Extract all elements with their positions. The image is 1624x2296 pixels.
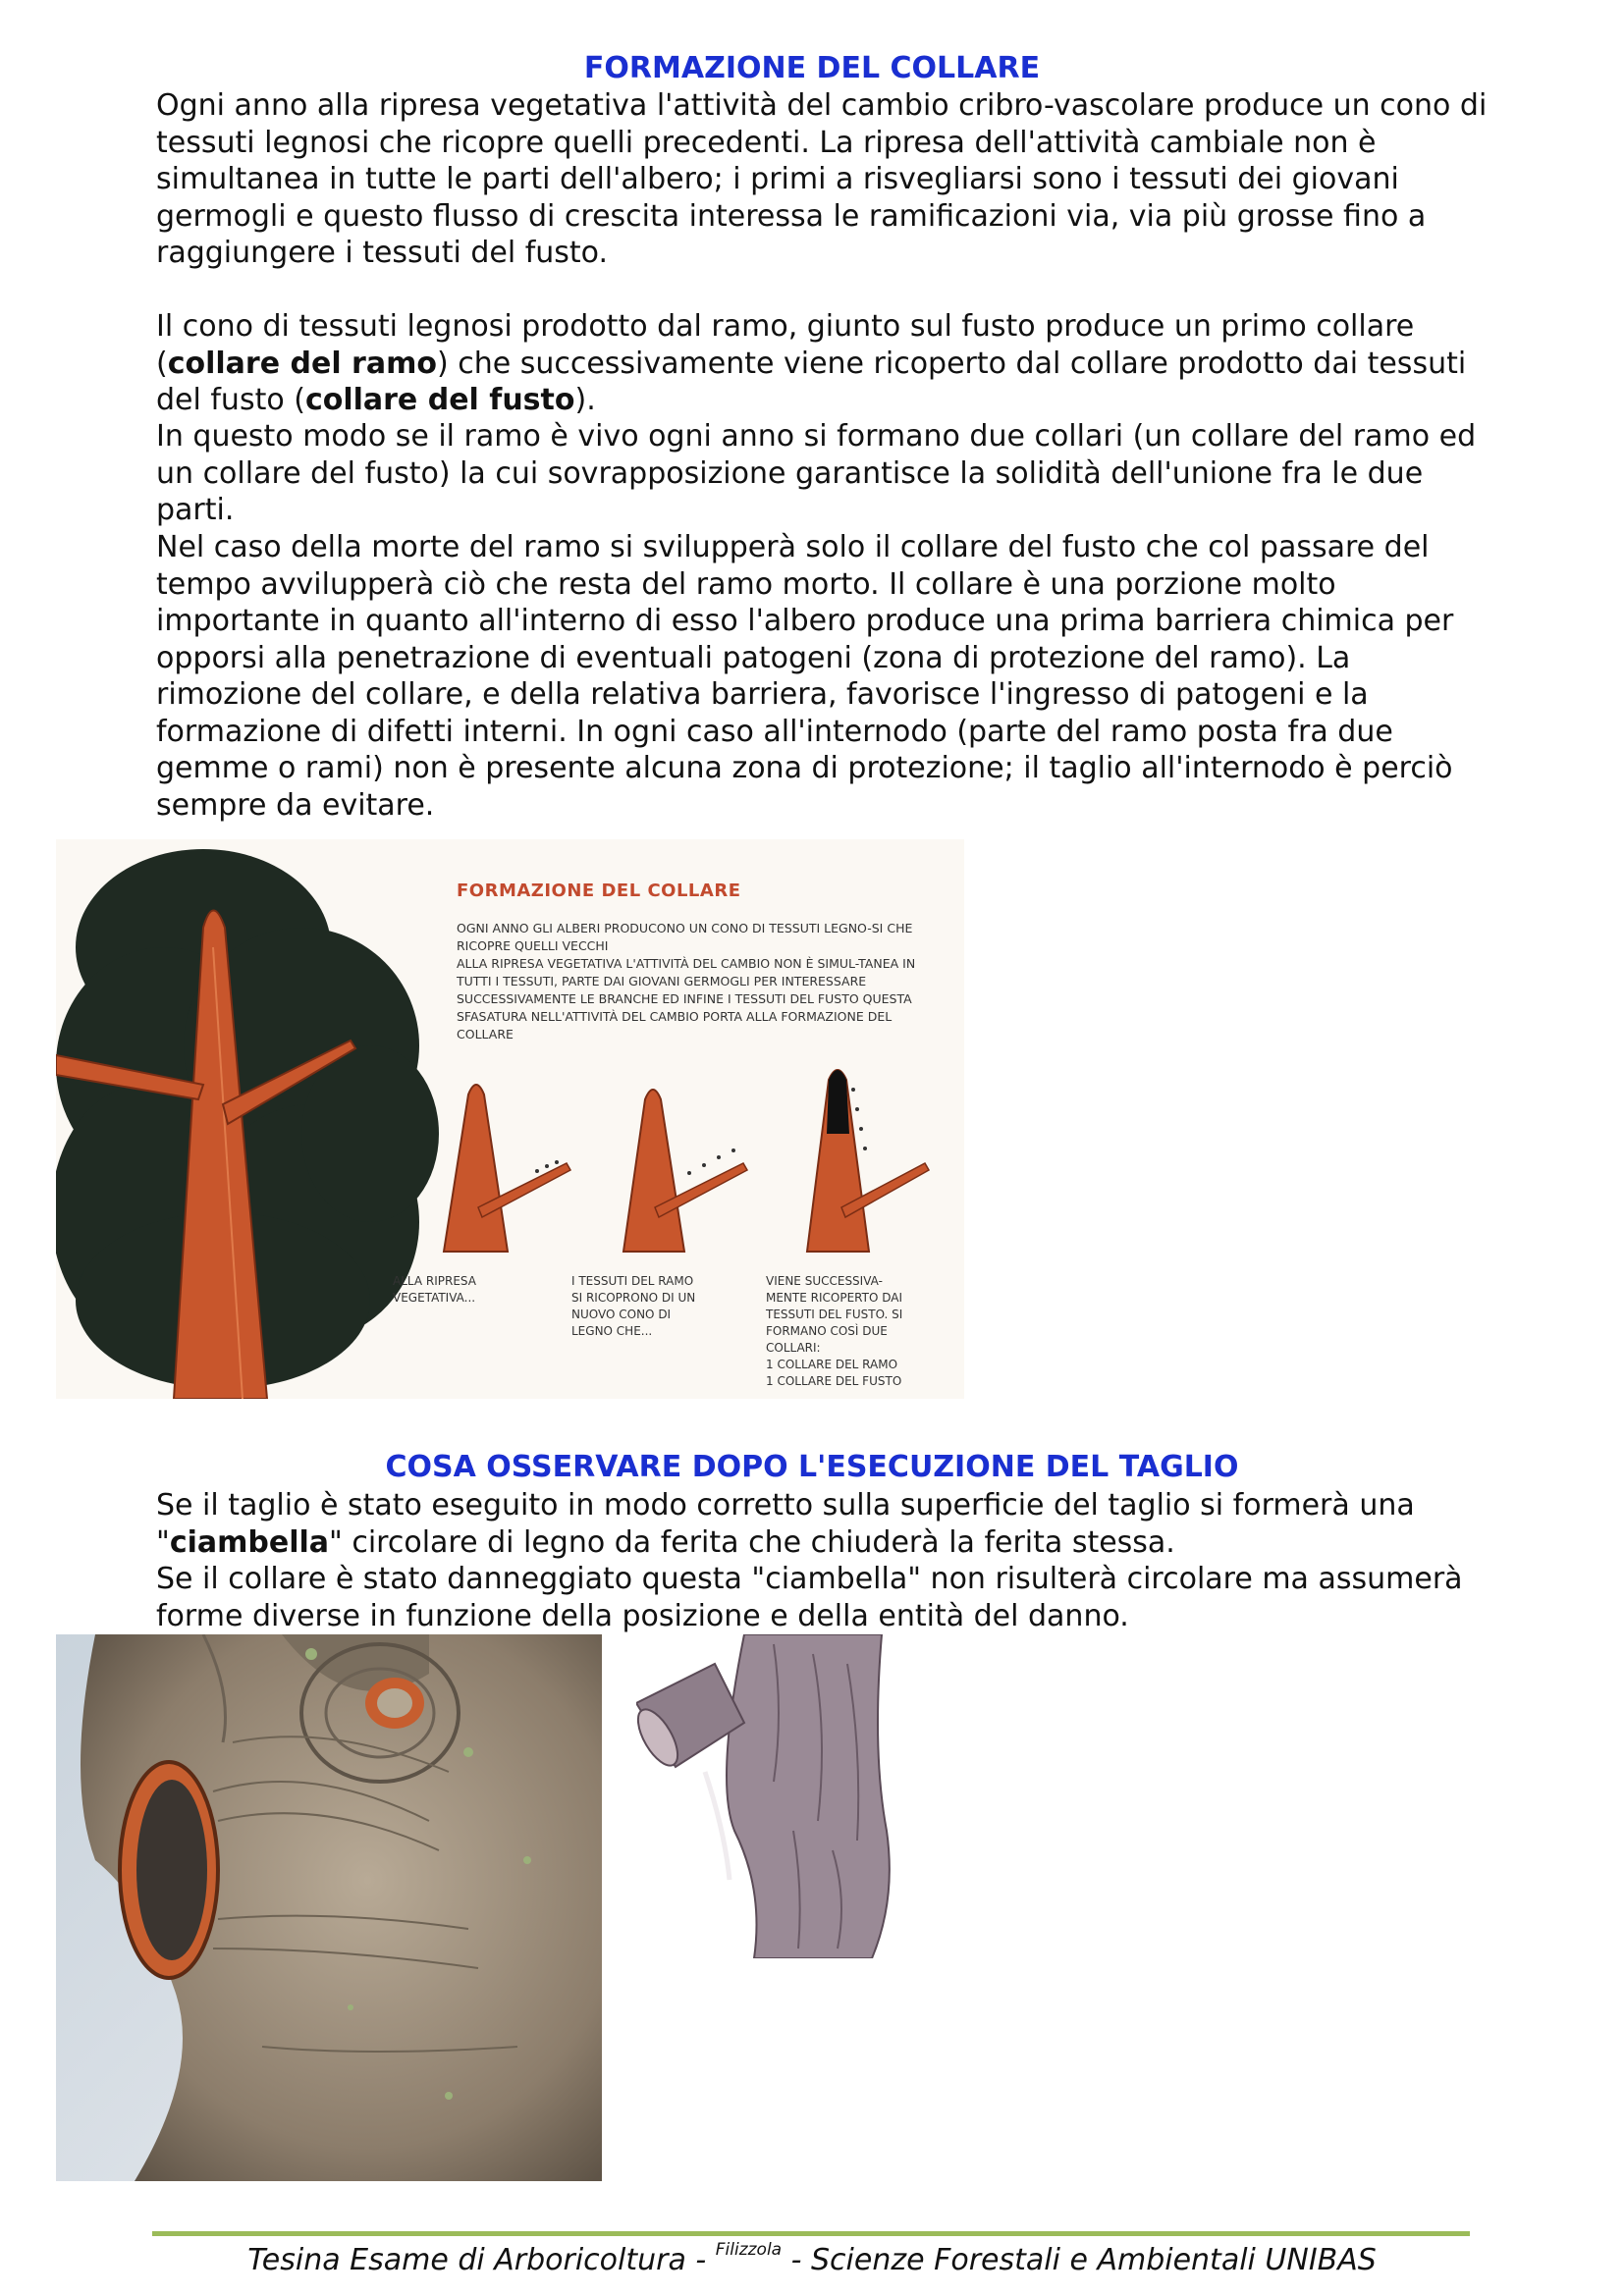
- paragraph-taglio-corretto: [156, 1487, 1491, 1561]
- trunk-drawing: [636, 1634, 904, 1958]
- figure-formazione-collare: [56, 839, 964, 1399]
- bold-term-collare-fusto: collare del fusto: [304, 383, 575, 417]
- paragraph-collare-danneggiato: Se il collare è stato danneggiato questa "ciambella" non risulterà circolare ma assumerà forme diverse in funzione della posizione e della entità del danno.: [156, 1562, 1473, 1633]
- text-run: Il cono di tessuti legnosi prodotto dal ramo, giunto sul fusto produce un primo collare (: [156, 309, 1424, 381]
- paragraph-ramo-vivo: In questo modo se il ramo è vivo ogni anno si formano due collari (un collare del ramo ed un collare del fusto) la cui sovrapposizione garantisce la solidità dell'unione fra le due parti.: [156, 419, 1486, 527]
- caption-due-collari: VIENE SUCCESSIVA- MENTE RICOPERTO DAI TESSUTI DEL FUSTO. SI FORMANO COSÌ DUE COLLARI: 1 COLLARE DEL RAMO 1 COLLARE DEL FUSTO: [766, 1274, 903, 1388]
- drawing-collare-tagliato: [636, 1634, 904, 1958]
- bark-photo-illustration: [56, 1634, 602, 2181]
- text-run: Se il taglio è stato eseguito in modo corretto sulla superficie del taglio si formerà una ": [156, 1488, 1425, 1560]
- footer-rule: [152, 2231, 1470, 2236]
- text-run: ).: [574, 383, 596, 417]
- caption-tessuti-ramo: I TESSUTI DEL RAMO SI RICOPRONO DI UN NUOVO CONO DI LEGNO CHE...: [571, 1274, 696, 1338]
- bold-term-collare-ramo: collare del ramo: [167, 346, 437, 381]
- paragraph-ripresa-vegetativa: Ogni anno alla ripresa vegetativa l'attività del cambio cribro-vascolare produce un cono di tessuti legnosi che ricopre quelli precedenti. La ripresa dell'attività cambiale non è simultanea in tutte le parti dell'albero; i primi a risvegliarsi sono i tessuti dei giovani germogli e questo flusso di crescita interessa le ramificazioni via, via più grosse fino a raggiungere i tessuti del fusto.: [156, 88, 1496, 270]
- figure-title: FORMAZIONE DEL COLLARE: [457, 881, 741, 901]
- caption-ripresa: ALLA RIPRESA VEGETATIVA...: [393, 1274, 476, 1305]
- photo-ciambella-cicatrizzazione: [56, 1634, 602, 2181]
- bold-term-ciambella: ciambella: [169, 1524, 330, 1560]
- text-run: ) che successivamente viene ricoperto dal collare prodotto dai tessuti del fusto (: [156, 346, 1476, 417]
- text-run: " circolare di legno da ferita che chiuderà la ferita stessa.: [329, 1524, 1175, 1560]
- footer-right: - Scienze Forestali e Ambientali UNIBAS: [782, 2243, 1377, 2277]
- page-footer: [0, 2240, 1624, 2277]
- paragraph-cono-tessuti: [156, 308, 1491, 419]
- footer-author: Filizzola: [715, 2240, 783, 2260]
- footer-left: Tesina Esame di Arboricoltura -: [247, 2243, 716, 2277]
- section-heading-taglio: COSA OSSERVARE DOPO L'ESECUZIONE DEL TAGLIO: [385, 1450, 1239, 1484]
- figure-description: OGNI ANNO GLI ALBERI PRODUCONO UN CONO DI TESSUTI LEGNO-SI CHE RICOPRE QUELLI VECCHI ALLA RIPRESA VEGETATIVA L'ATTIVITÀ DEL CAMBIO NON È SIMUL-TANEA IN TUTTI I TESSUTI, PARTE DAI GIOVANI GERMOGLI PER INTERESSARE SUCCESSIVAMENTE LE BRANCHE ED INFINE I TESSUTI DEL FUSTO QUESTA SFASATURA NELL'ATTIVITÀ DEL CAMBIO PORTA ALLA FORMAZIONE DEL COLLARE: [457, 921, 916, 1041]
- section-heading-collare: FORMAZIONE DEL COLLARE: [583, 51, 1041, 85]
- paragraph-ramo-morto: Nel caso della morte del ramo si svilupperà solo il collare del fusto che col passare del tempo avvilupperà ciò che resta del ramo morto. Il collare è una porzione molto importante in quanto all'interno di esso l'albero produce una prima barriera chimica per opporsi alla penetrazione di eventuali patogeni (zona di protezione del ramo). La rimozione del collare, e della relativa barriera, favorisce l'ingresso di patogeni e la formazione di difetti interni. In ogni caso all'internodo (parte del ramo posta fra due gemme o rami) non è presente alcuna zona di protezione; il taglio all'internodo è perciò sempre da evitare.: [156, 530, 1463, 823]
